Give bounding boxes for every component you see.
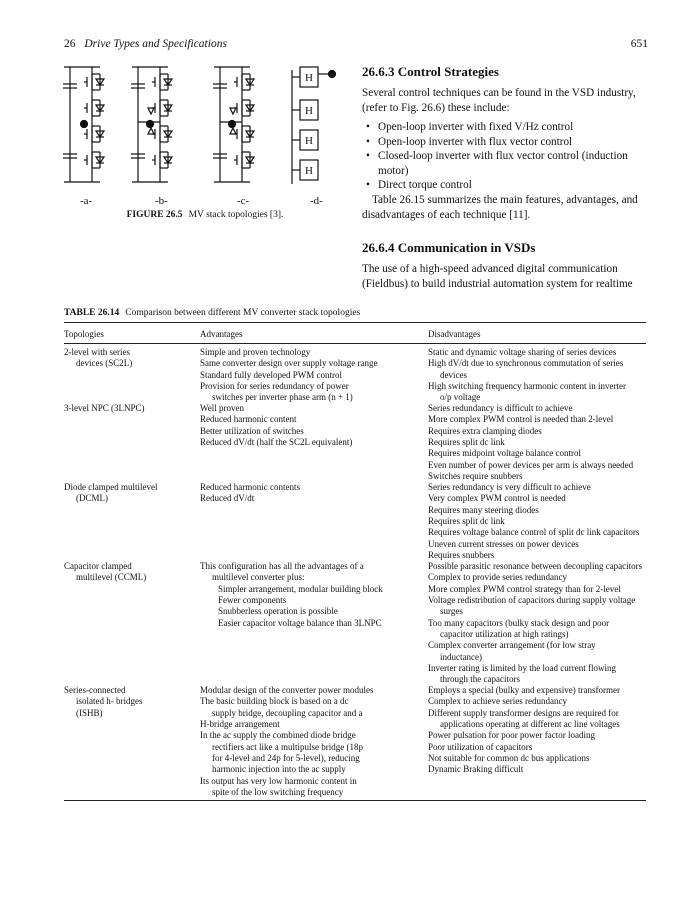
table-cell-line: switches per inverter phase arm (n + 1) — [212, 392, 353, 403]
intro-line: Several control techniques can be found in the VSD industry, — [362, 87, 636, 99]
table-cell-advantages — [200, 685, 422, 798]
table-cell-line: The basic building block is based on a dc — [200, 696, 349, 707]
table-cell-line: Complex to achieve series redundancy — [428, 696, 567, 707]
paragraph-line: (Fieldbus) to build industrial automation system for realtime — [362, 278, 633, 290]
figure-caption-text: MV stack topologies [3]. — [188, 210, 284, 220]
table-cell-advantages — [200, 347, 422, 404]
section-title-control-strategies: 26.6.3 Control Strategies — [362, 64, 499, 79]
column-header-advantages: Advantages — [200, 329, 243, 339]
table-cell-line: High switching frequency harmonic content in inverter — [428, 381, 626, 392]
table-cell-line: applications operating at different ac line voltages — [440, 719, 620, 730]
table-cell-line: multilevel (CCML) — [76, 572, 147, 583]
chapter-number: 26 — [64, 38, 76, 50]
table-cell-line: Different supply transformer designs are required for — [428, 707, 619, 718]
table-cell-line: Reduced dV/dt — [200, 493, 255, 504]
table-cell-line: More complex PWM control is needed than 2-level — [428, 414, 614, 425]
table-cell-line: (ISHB) — [76, 707, 103, 718]
table-cell-advantages — [200, 561, 422, 629]
table-cell-line: Requires extra clamping diodes — [428, 425, 542, 436]
table-cell-line: devices — [440, 369, 467, 380]
table-cell-line: Easier capacitor voltage balance than 3LNPC — [218, 617, 382, 628]
table-cell-topology — [64, 403, 194, 414]
table-cell-line: Complex to provide series redundancy — [428, 572, 567, 583]
table-cell-topology — [64, 685, 194, 719]
figure-sublabel: -b- — [155, 195, 168, 207]
table-cell-line: Static and dynamic voltage sharing of series devices — [428, 347, 617, 357]
table-cell-line: Diode clamped multilevel — [64, 482, 158, 492]
topology-diagram-a — [63, 67, 104, 182]
table-cell-line: Series redundancy is very difficult to achieve — [428, 482, 591, 492]
table-cell-disadvantages — [428, 482, 650, 561]
table-cell-line: Requires snubbers — [428, 550, 495, 561]
table-cell-line: o/p voltage — [440, 392, 481, 403]
figure-sublabel: -d- — [310, 195, 323, 207]
h-bridge-letter: H — [305, 72, 313, 84]
h-bridge-letter: H — [305, 105, 313, 117]
table-cell-line: surges — [440, 606, 463, 617]
table-cell-line: Uneven current stresses on power devices — [428, 538, 579, 549]
table-cell-disadvantages — [428, 685, 650, 776]
table-top-rule — [64, 322, 646, 323]
table-caption — [64, 308, 360, 318]
table-cell-line: through the capacitors — [440, 674, 520, 685]
list-item: • Open-loop inverter with flux vector control — [378, 135, 646, 150]
table-cell-line: This configuration has all the advantages of a — [200, 561, 364, 571]
table-cell-line: Series-connected — [64, 685, 126, 695]
table-cell-line: Capacitor clamped — [64, 561, 132, 571]
running-header — [64, 38, 227, 50]
table-cell-line: More complex PWM control strategy than for 2-level — [428, 583, 621, 594]
table-cell-advantages — [200, 482, 422, 505]
table-cell-line: In the ac supply the combined diode bridge — [200, 730, 356, 741]
table-cell-line: Simple and proven technology — [200, 347, 311, 357]
table-cell-line: Fewer components — [218, 595, 287, 606]
closing-line: disadvantages of each technique [11]. — [362, 209, 531, 221]
table-caption-text: Comparison between different MV converter stack topologies — [125, 308, 361, 318]
table-cell-line: Well proven — [200, 403, 245, 413]
table-cell-line: Employs a special (bulky and expensive) transformer — [428, 685, 620, 695]
table-cell-line: capacitor utilization at high ratings) — [440, 629, 569, 640]
table-cell-line: isolated h- bridges — [76, 696, 143, 707]
table-cell-line: Even number of power devices per arm is always needed — [428, 459, 634, 470]
topology-diagram-b — [131, 67, 172, 182]
table-cell-line: multilevel converter plus: — [212, 572, 305, 583]
column-header-disadvantages: Disadvantages — [428, 329, 481, 339]
table-cell-line: Requires many steering diodes — [428, 504, 539, 515]
topology-diagram-c — [213, 67, 254, 182]
figure-caption — [60, 210, 350, 220]
table-cell-line: Dynamic Braking difficult — [428, 764, 524, 775]
table-cell-line: Its output has very low harmonic content in — [200, 775, 357, 786]
paragraph-line: The use of a high-speed advanced digital communication — [362, 263, 618, 275]
table-cell-line: Very complex PWM control is needed — [428, 493, 566, 504]
table-cell-line: Modular design of the converter power modules — [200, 685, 374, 695]
table-cell-line: Switches require snubbers — [428, 471, 523, 482]
table-cell-disadvantages — [428, 347, 650, 404]
list-item: • Open-loop inverter with fixed V/Hz control — [378, 120, 646, 135]
table-cell-line: Series redundancy is difficult to achieve — [428, 403, 573, 413]
table-cell-line: (DCML) — [76, 493, 108, 504]
table-cell-line: Reduced dV/dt (half the SC2L equivalent) — [200, 437, 353, 448]
table-cell-line: Poor utilization of capacitors — [428, 741, 533, 752]
control-strategies-list — [362, 120, 646, 193]
table-cell-line: supply bridge, decoupling capacitor and a — [212, 707, 363, 718]
table-cell-disadvantages — [428, 561, 650, 686]
table-cell-line: Requires voltage balance control of split dc link capacitors — [428, 527, 640, 538]
table-cell-line: 3-level NPC (3LNPC) — [64, 403, 145, 413]
chapter-title: Drive Types and Specifications — [84, 38, 227, 50]
table-cell-disadvantages — [428, 403, 650, 482]
table-cell-line: Requires split dc link — [428, 516, 505, 527]
table-cell-line: harmonic injection into the ac supply — [212, 764, 346, 775]
table-cell-line: Inverter rating is limited by the load current flowing — [428, 663, 616, 674]
figure-sublabel: -c- — [237, 195, 250, 207]
table-label: TABLE 26.14 — [64, 308, 120, 318]
table-cell-line: H-bridge arrangement — [200, 719, 280, 730]
table-cell-line: Same converter design over supply voltage range — [200, 358, 378, 369]
list-item: • Direct torque control — [378, 178, 646, 193]
table-cell-line: inductance) — [440, 651, 482, 662]
table-cell-line: Possible parasitic resonance between decoupling capacitors — [428, 561, 643, 571]
table-bottom-rule — [64, 800, 646, 801]
table-cell-line: Reduced harmonic content — [200, 414, 297, 425]
h-bridge-letter: H — [305, 135, 313, 147]
table-cell-line: Requires split dc link — [428, 437, 505, 448]
table-cell-line: Better utilization of switches — [200, 425, 304, 436]
table-cell-line: Too many capacitors (bulky stack design and poor — [428, 617, 610, 628]
h-bridge-letter: H — [305, 165, 313, 177]
table-cell-line: Simpler arrangement, modular building block — [218, 583, 383, 594]
table-cell-line: Not suitable for common dc bus applications — [428, 753, 590, 764]
intro-line: (refer to Fig. 26.6) these include: — [362, 102, 510, 114]
table-cell-line: Power pulsation for poor power factor loading — [428, 730, 595, 741]
table-cell-line: for 4-level and 24p for 5-level), reducing — [212, 753, 360, 764]
table-cell-line: Requires midpoint voltage balance control — [428, 448, 581, 459]
table-cell-line: Provision for series redundancy of power — [200, 381, 349, 392]
table-cell-topology — [64, 347, 194, 370]
table-cell-line: High dV/dt due to synchronous commutation of series — [428, 358, 624, 369]
list-item: • Closed-loop inverter with flux vector control (induction motor) — [378, 149, 646, 178]
table-cell-line: Reduced harmonic contents — [200, 482, 300, 492]
column-header-topologies: Topologies — [64, 329, 104, 339]
control-strategies-intro — [362, 86, 646, 116]
table-cell-topology — [64, 482, 194, 505]
table-cell-line: 2-level with series — [64, 347, 130, 357]
table-cell-line: Standard fully developed PWM control — [200, 369, 342, 380]
topology-diagram-d — [292, 67, 336, 184]
table-cell-line: devices (SC2L) — [76, 358, 133, 369]
table-cell-line: Complex converter arrangement (for low stray — [428, 640, 596, 651]
page-number: 651 — [630, 38, 648, 50]
table-cell-line: Voltage redistribution of capacitors during supply voltage — [428, 595, 636, 606]
table-cell-advantages — [200, 403, 422, 448]
closing-line: Table 26.15 summarizes the main features, advantages, and — [372, 194, 638, 206]
figure-sublabel: -a- — [80, 195, 93, 207]
control-strategies-closing — [362, 193, 646, 223]
table-cell-line: Snubberless operation is possible — [218, 606, 338, 617]
table-header-rule — [64, 343, 646, 344]
communication-paragraph — [362, 262, 646, 292]
table-cell-line: rectifiers act like a multipulse bridge (18p — [212, 741, 363, 752]
mv-stack-topologies-figure — [60, 62, 350, 212]
table-cell-line: spite of the low switching frequency — [212, 787, 344, 798]
table-cell-topology — [64, 561, 194, 584]
figure-label: FIGURE 26.5 — [126, 210, 183, 220]
section-title-communication: 26.6.4 Communication in VSDs — [362, 240, 536, 255]
